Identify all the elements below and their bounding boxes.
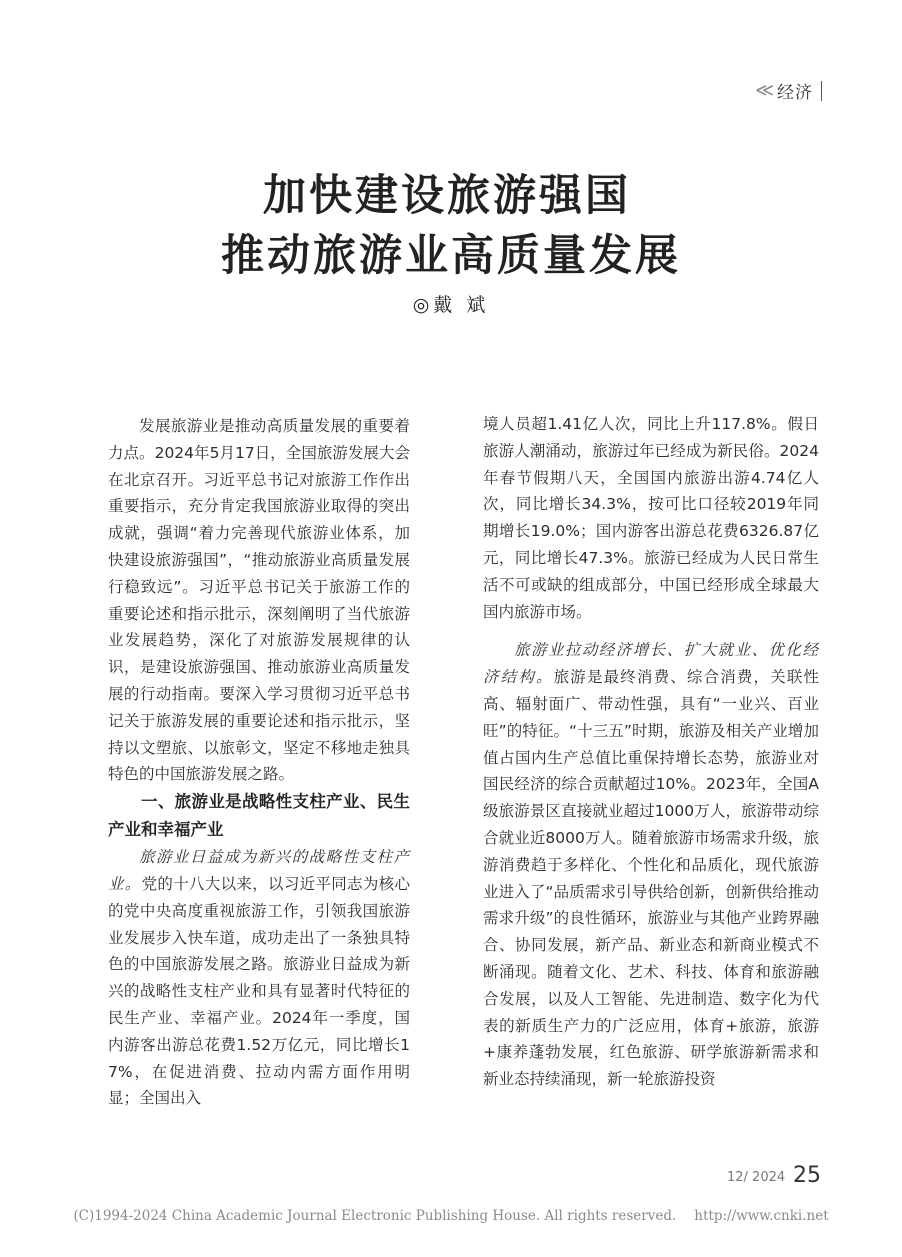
issue-label: 12/ 2024 <box>727 1170 786 1185</box>
section-divider <box>821 81 822 101</box>
body-paragraph <box>483 637 819 1093</box>
body-paragraph-continued: 境人员超1.41亿人次，同比上升117.8%。假日旅游人潮涌动，旅游过年已经成为新民俗。2024年春节假期八天，全国国内旅游出游4.74亿人次，同比增长34.3%，按可比口径较2019年同期增长19.0%；国内游客出游总花费6326.87亿元，同比增长47.3%。旅游已经成为人民日常生活不可或缺的组成部分，中国已经形成全球最大国内旅游市场。 <box>483 415 819 621</box>
body-paragraph <box>108 844 410 1112</box>
title-line-2: 推动旅游业高质量发展 <box>221 231 681 281</box>
double-chevron-icon: ≪ <box>755 80 775 101</box>
author-byline: ◎戴 斌 <box>412 294 490 316</box>
section-label: 经济 <box>777 83 813 103</box>
section-heading: 一、旅游业是战略性支柱产业、民生产业和幸福产业 <box>108 792 410 840</box>
intro-paragraph: 发展旅游业是推动高质量发展的重要着力点。2024年5月17日，全国旅游发展大会在北京召开。习近平总书记对旅游工作作出重要指示，充分肯定我国旅游业取得的突出成就，强调“着力完善现代旅游业体系，加快建设旅游强国”，“推动旅游业高质量发展行稳致远”。习近平总书记关于旅游工作的重要论述和指示批示，深刻阐明了当代旅游业发展趋势，深化了对旅游发展规律的认识，是建设旅游强国、推动旅游业高质量发展的行动指南。要深入学习贯彻习近平总书记关于旅游发展的重要论述和指示批示，坚持以文塑旅、以旅彰文，坚定不移地走独具特色的中国旅游发展之路。 <box>108 417 410 784</box>
section-tag <box>755 78 822 103</box>
title-line-1: 加快建设旅游强国 <box>263 171 631 221</box>
article-title <box>0 166 902 286</box>
cnki-url: http://www.cnki.net <box>694 1208 829 1224</box>
right-column <box>483 411 819 1093</box>
paragraph-lead-in: 旅游业拉动经济增长、扩大就业、优化经济结构。 <box>483 641 819 687</box>
page-number: 25 <box>793 1163 821 1188</box>
copyright-line <box>0 1208 902 1224</box>
paragraph-text: 党的十八大以来，以习近平同志为核心的党中央高度重视旅游工作，引领我国旅游业发展步入快车道，成功走出了一条独具特色的中国旅游发展之路。旅游业日益成为新兴的战略性支柱产业和具有显著时代特征的民生产业、幸福产业。2024年一季度，国内游客出游总花费1.52万亿元，同比增长17%，在促进消费、拉动内需方面作用明显；全国出入 <box>108 874 410 1108</box>
left-column <box>108 413 410 1112</box>
paragraph-lead-in: 旅游业日益成为新兴的战略性支柱产业。 <box>108 848 410 893</box>
copyright-text: (C)1994-2024 China Academic Journal Electronic Publishing House. All rights reserved. <box>73 1208 677 1224</box>
paragraph-text: 旅游是最终消费、综合消费，关联性高、辐射面广、带动性强，具有“一业兴、百业旺”的特征。“十三五”时期，旅游及相关产业增加值占国内生产总值比重保持增长态势，旅游业对国民经济的综合贡献超过10%。2023年，全国A级旅游景区直接就业超过1000万人，旅游带动综合就业近8000万人。随着旅游市场需求升级，旅游消费趋于多样化、个性化和品质化，现代旅游业进入了“品质需求引导供给创新，创新供给推动需求升级”的良性循环，旅游业与其他产业跨界融合、协同发展，新产品、新业态和新商业模式不断涌现。随着文化、艺术、科技、体育和旅游融合发展，以及人工智能、先进制造、数字化为代表的新质生产力的广泛应用，体育+旅游，旅游+康养蓬勃发展，红色旅游、研学旅游新需求和新业态持续涌现，新一轮旅游投资 <box>483 668 819 1089</box>
